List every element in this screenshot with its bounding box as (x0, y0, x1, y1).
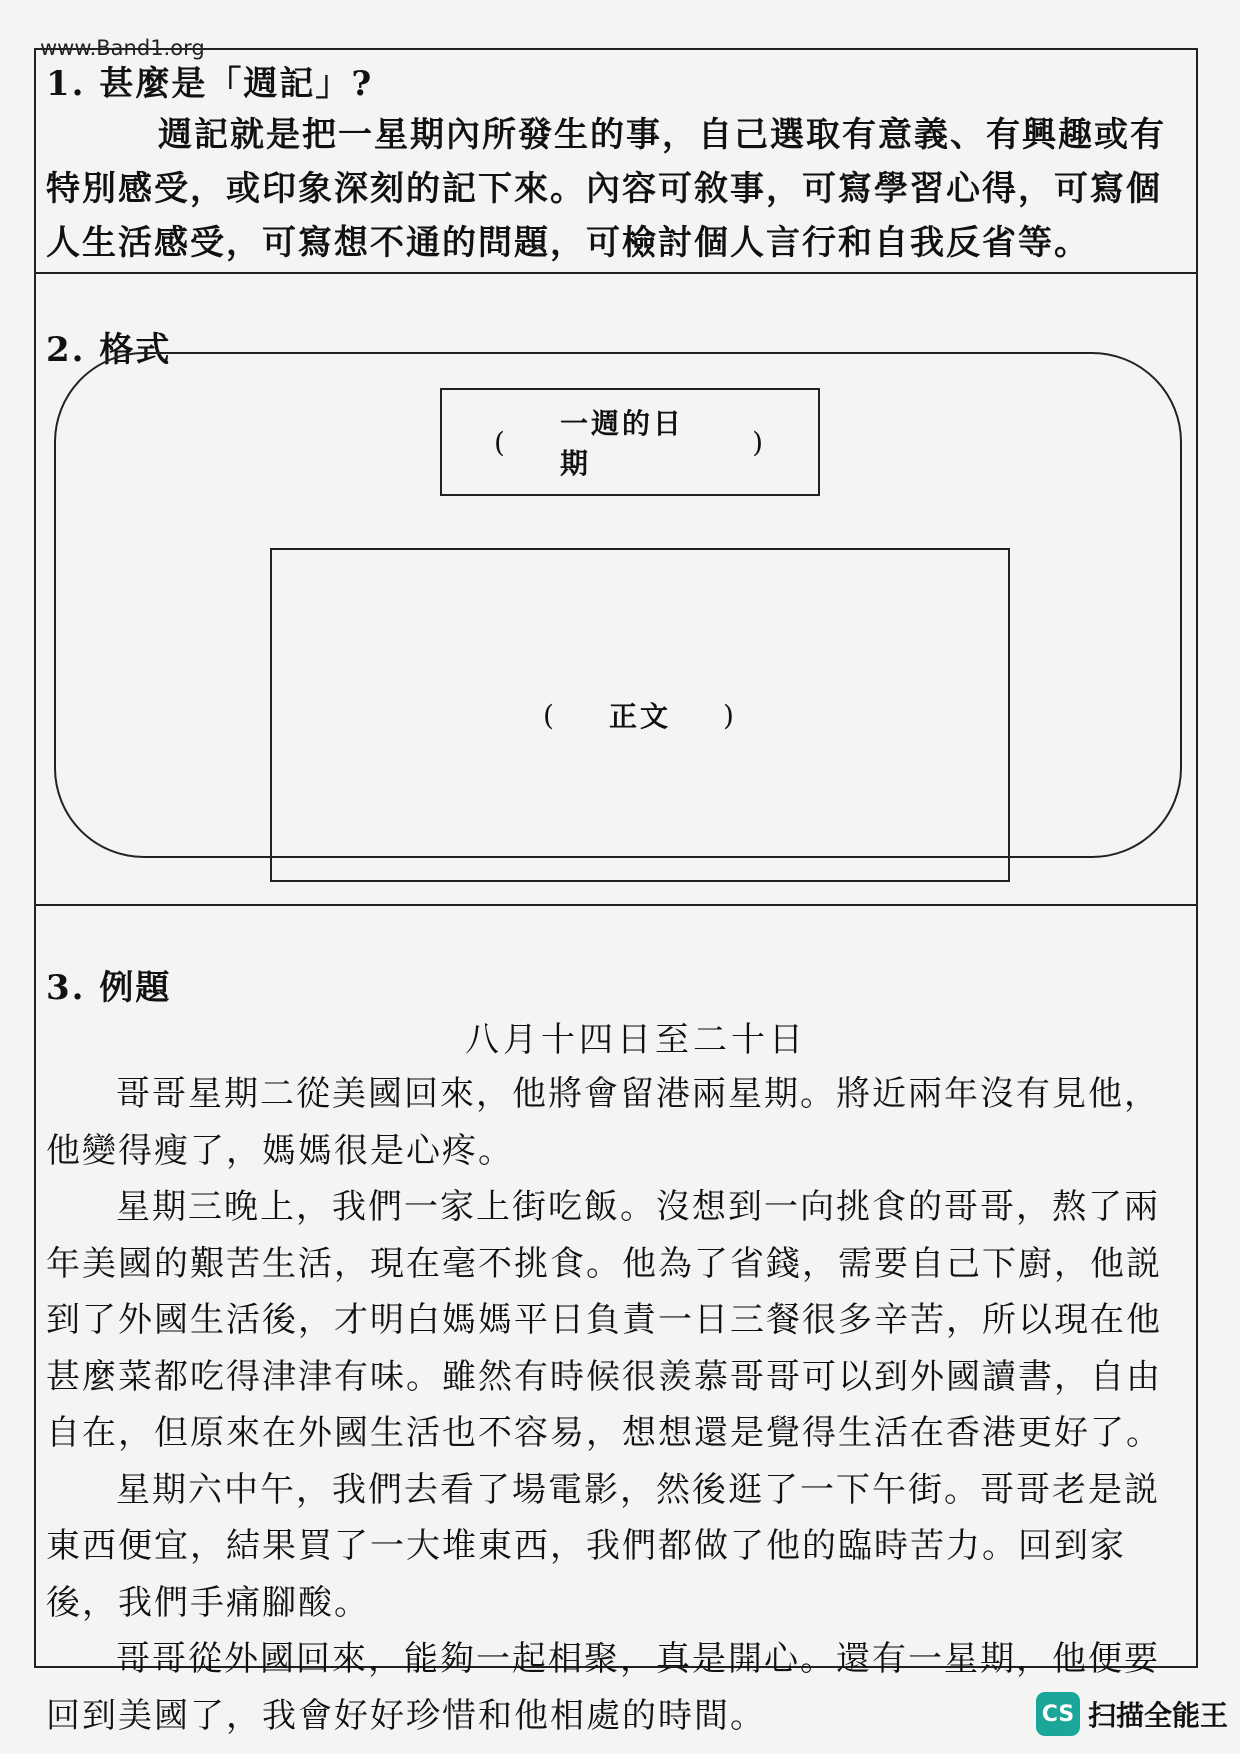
format-body-box (270, 548, 1010, 882)
paren-close: ) (723, 698, 737, 732)
example-paragraph-3: 星期六中午，我們去看了場電影，然後逛了一下午街。哥哥老是説東西便宜，結果買了一大堆東西，我們都做了他的臨時苦力。回到家後，我們手痛腳酸。 (46, 1469, 1160, 1623)
example-paragraph-4: 哥哥從外國回來，能夠一起相聚，真是開心。還有一星期，他便要回到美國了，我會好好珍惜和他相處的時間。 (46, 1639, 1160, 1736)
section-format (36, 272, 1196, 906)
scanner-app-name: 扫描全能王 (1088, 1699, 1229, 1732)
watermark-text: www.Band1.org (40, 36, 205, 60)
format-date-box (440, 388, 820, 496)
paren-open: ( (494, 425, 508, 459)
example-paragraph-2: 星期三晚上，我們一家上街吃飯。沒想到一向挑食的哥哥，熬了兩年美國的艱苦生活，現在毫不挑食。他為了省錢，需要自己下廚，他説到了外國生活後，才明白媽媽平日負責一日三餐很多辛苦，所以現在他甚麼菜都吃得津津有味。雖然有時候很羨慕哥哥可以到外國讀書，自由自在，但原來在外國生活也不容易，想想還是覺得生活在香港更好了。 (46, 1187, 1162, 1453)
example-body (46, 1066, 1184, 1744)
section-1-title: 1. 甚麼是「週記」? (46, 64, 374, 104)
format-body-label: 正文 (608, 700, 671, 733)
section-1-paragraph: 週記就是把一星期內所發生的事，自己選取有意義、有興趣或有特別感受，或印象深刻的記下來。內容可敘事，可寫學習心得，可寫個人生活感受，可寫想不通的問題，可檢討個人言行和自我反省等。 (46, 115, 1166, 263)
example-paragraph-1: 哥哥星期二從美國回來，他將會留港兩星期。將近兩年沒有見他，他變得瘦了，媽媽很是心疼。 (46, 1074, 1160, 1171)
cs-badge-icon: CS (1036, 1692, 1080, 1736)
section-2-title: 2. 格式 (46, 330, 172, 370)
paren-open: ( (543, 698, 557, 732)
section-what-is-weekly-journal (36, 50, 1196, 274)
format-date-label: 一週的日期 (559, 407, 684, 480)
scanner-logo (1036, 1692, 1228, 1736)
section-3-title: 3. 例題 (46, 968, 172, 1008)
paren-close: ) (752, 425, 766, 459)
example-date: 八月十四日至二十日 (465, 1020, 807, 1060)
